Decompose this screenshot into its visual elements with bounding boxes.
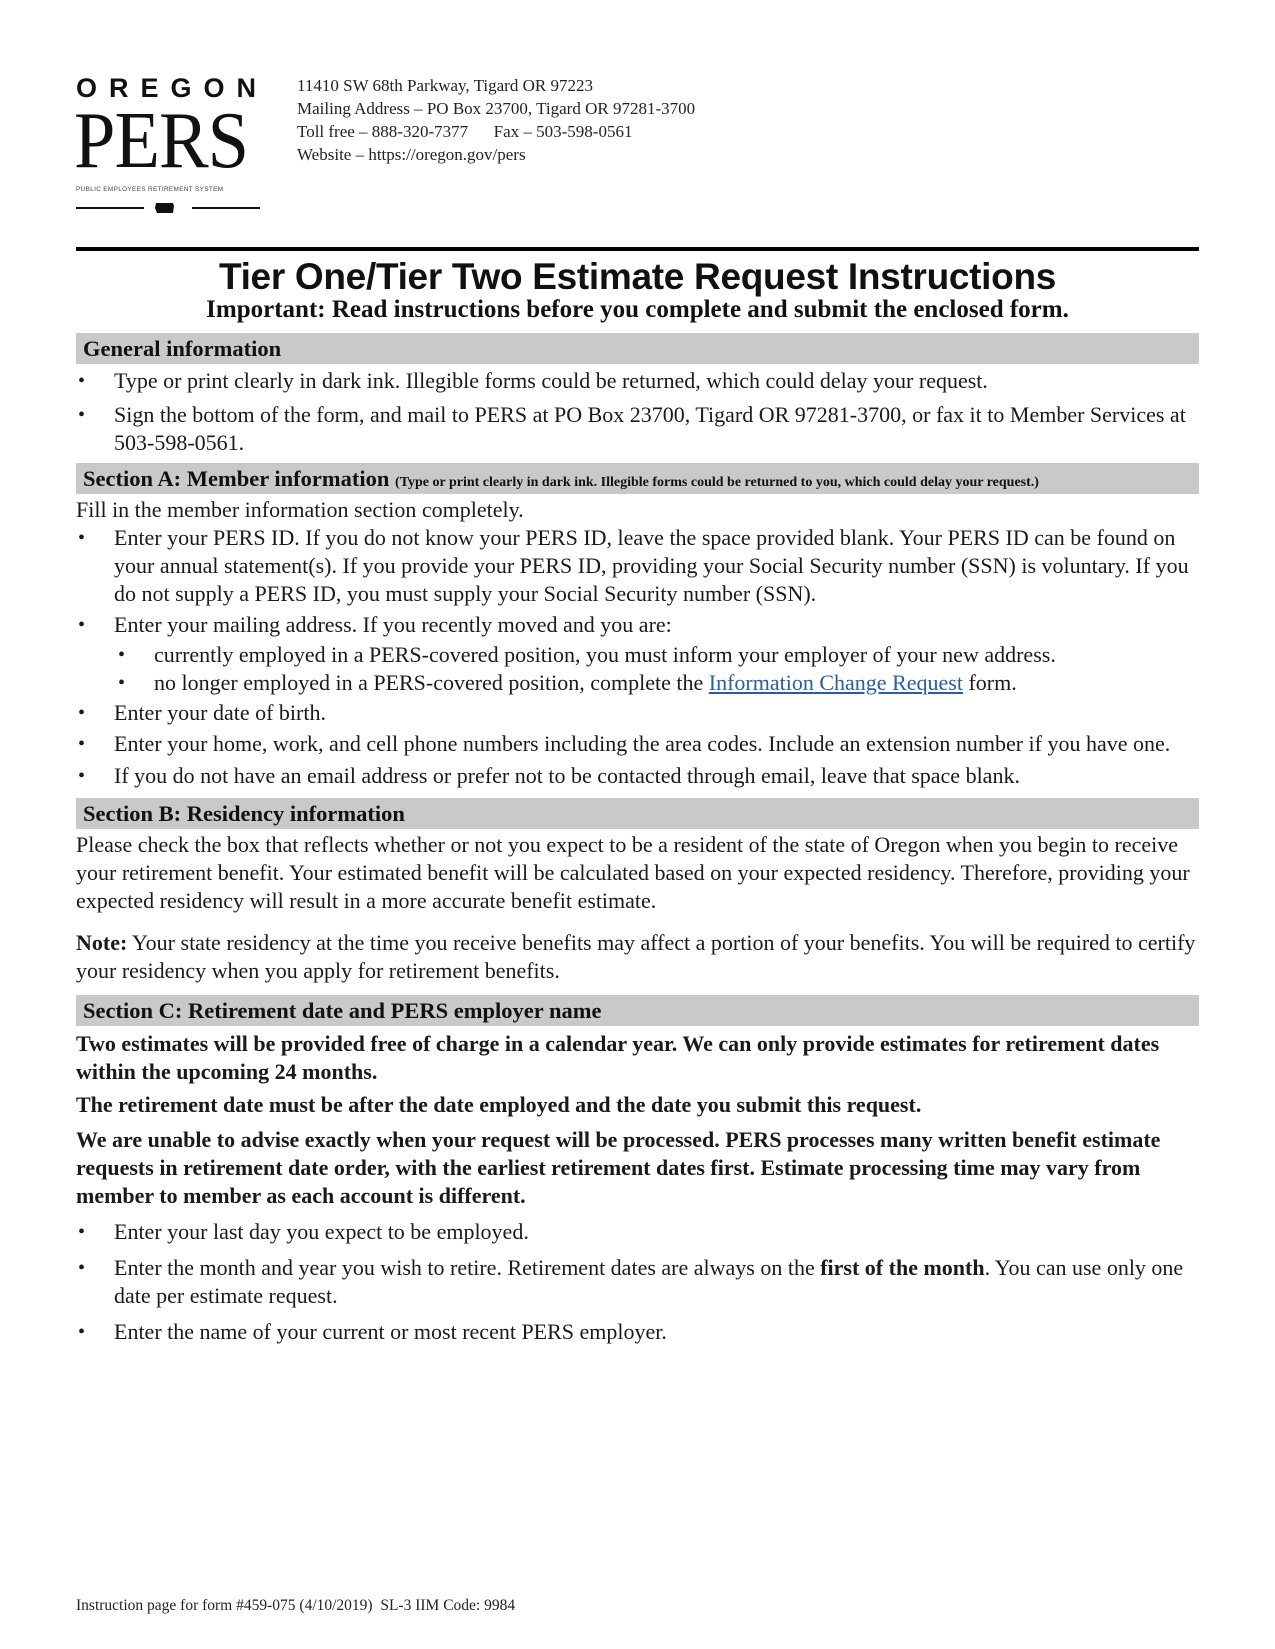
list-item — [76, 1254, 1199, 1310]
list-item: • Type or print clearly in dark ink. Illegible forms could be returned, which could delay your request. — [76, 367, 1199, 395]
section-heading-b — [76, 798, 1199, 829]
page-subtitle: Important: Read instructions before you complete and submit the enclosed form. — [206, 296, 1069, 323]
section-a-intro: Fill in the member information section completely. — [76, 497, 524, 522]
section-b-note — [76, 929, 1199, 985]
note-text: Your state residency at the time you receive benefits may affect a portion of your benefits. You will be required to certify your residency when you apply for retirement benefits. — [76, 930, 1196, 983]
logo-oregon-word: OREGON — [76, 73, 269, 103]
section-c-notice-3: We are unable to advise exactly when your request will be processed. PERS processes many written benefit estimate requests in retirement date order, with the earliest retirement dates first. Estimate processing time may vary from member to member as each account is different. — [76, 1127, 1161, 1208]
instructions-content — [76, 333, 1199, 1346]
header-divider — [76, 247, 1199, 251]
list-item: • currently employed in a PERS-covered position, you must inform your employer of your new address. — [76, 641, 1199, 669]
logo-divider-left — [76, 207, 144, 209]
section-c-notice-2: The retirement date must be after the date employed and the date you submit this request. — [76, 1092, 922, 1117]
page-footer: Instruction page for form #459-075 (4/10/2019) SL-3 IIM Code: 9984 — [76, 1597, 516, 1614]
list-item-emphasis: first of the month — [820, 1255, 985, 1280]
street-address: 11410 SW 68th Parkway, Tigard OR 97223 — [297, 76, 593, 95]
section-heading-a — [76, 463, 1199, 494]
section-heading-c-label: Section C: Retirement date and PERS employer name — [83, 998, 602, 1023]
section-heading-a-label: Section A: Member information — [83, 466, 390, 491]
mailing-address: Mailing Address – PO Box 23700, Tigard OR 97281-3700 — [297, 99, 696, 118]
contact-address-block — [297, 74, 695, 166]
logo-divider — [76, 202, 260, 214]
section-a-bullet-list-2 — [76, 699, 1199, 790]
general-bullet-list — [76, 367, 1199, 457]
list-item-text: . You can use only one date per estimate request. — [114, 1255, 1184, 1308]
list-item: • Enter your PERS ID. If you do not know your PERS ID, leave the space provided blank. Your PERS ID can be found on your annual statement(s). If you provide your PERS ID, providing your Social Security number (SSN) is voluntary. If you do not supply a PERS ID, you must supply your Social Security number (SSN). — [76, 524, 1199, 608]
list-item: • Enter your date of birth. — [76, 699, 1199, 727]
section-heading-general-label: General information — [83, 336, 282, 361]
list-item: • Enter your last day you expect to be employed. — [76, 1218, 1199, 1246]
section-heading-b-label: Section B: Residency information — [83, 801, 405, 826]
website: Website – https://oregon.gov/pers — [297, 145, 526, 164]
list-item: • If you do not have an email address or prefer not to be contacted through email, leave that space blank. — [76, 762, 1199, 790]
section-c-notice-1: Two estimates will be provided free of charge in a calendar year. We can only provide estimates for retirement dates within the upcoming 24 months. — [76, 1031, 1160, 1084]
list-item: • Enter your mailing address. If you recently moved and you are: — [76, 611, 1199, 639]
list-item: • Enter the name of your current or most recent PERS employer. — [76, 1318, 1199, 1346]
oregon-pers-logo — [74, 73, 269, 214]
logo-tagline: PUBLIC EMPLOYEES RETIREMENT SYSTEM — [76, 186, 224, 193]
information-change-request-link[interactable]: Information Change Request — [708, 670, 963, 695]
section-b-paragraph: Please check the box that reflects whether or not you expect to be a resident of the state of Oregon when you begin to receive your retirement benefit. Your estimated benefit will be calculated based on your expected residency. Therefore, providing your expected residency will result in a more accurate benefit estimate. — [76, 832, 1190, 913]
section-c-bullet-list — [76, 1218, 1199, 1346]
section-heading-a-note: (Type or print clearly in dark ink. Illegible forms could be returned to you, which could delay your request.) — [395, 475, 1039, 490]
list-item-text: no longer employed in a PERS-covered position, complete the — [154, 670, 709, 695]
section-a-bullet-list — [76, 524, 1199, 639]
list-item: • Sign the bottom of the form, and mail to PERS at PO Box 23700, Tigard OR 97281-3700, or fax it to Member Services at 503-598-0561. — [76, 401, 1199, 457]
logo-divider-right — [192, 207, 260, 209]
list-item — [76, 669, 1199, 697]
phone-fax: Toll free – 888-320-7377 Fax – 503-598-0561 — [297, 122, 633, 141]
list-item: • Enter your home, work, and cell phone numbers including the area codes. Include an extension number if you have one. — [76, 730, 1199, 758]
logo-pers-word: PERS — [74, 97, 249, 185]
list-item-text: Enter the month and year you wish to retire. Retirement dates are always on the — [114, 1255, 821, 1280]
note-label: Note: — [76, 930, 128, 955]
list-item-text: form. — [962, 670, 1017, 695]
section-a-sub-list — [76, 641, 1199, 697]
section-heading-general — [76, 333, 1199, 364]
page-title: Tier One/Tier Two Estimate Request Instructions — [218, 256, 1057, 297]
oregon-state-shape-icon — [154, 202, 176, 214]
section-heading-c — [76, 995, 1199, 1026]
